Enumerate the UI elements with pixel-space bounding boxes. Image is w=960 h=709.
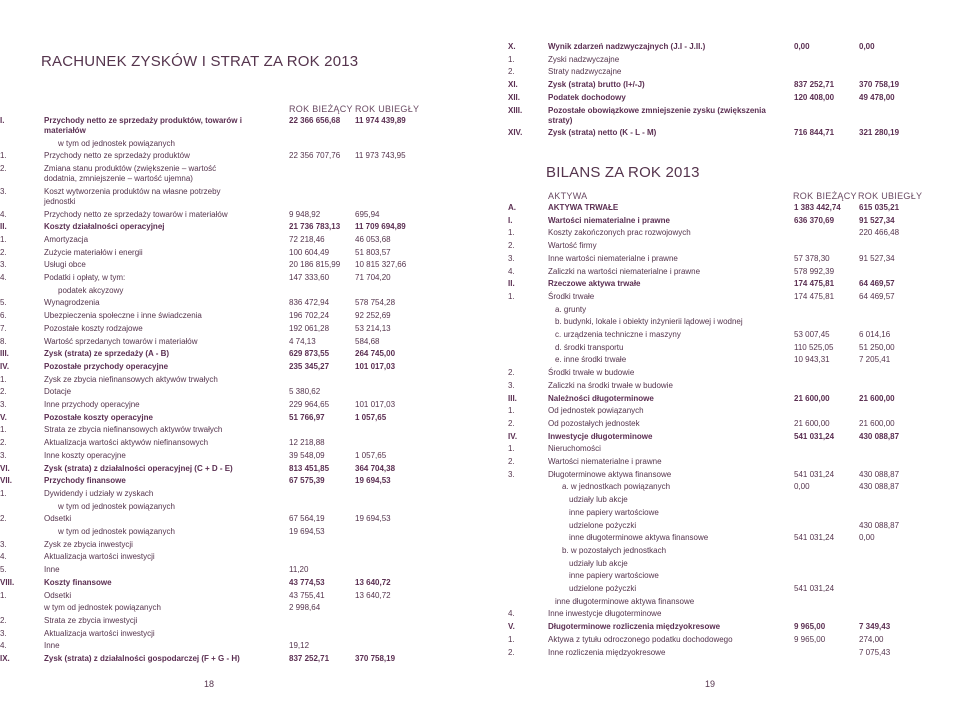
value-current-year: 100 604,49 <box>289 247 330 257</box>
row-label: b. w pozostałych jednostkach <box>562 545 667 555</box>
value-current-year: 541 031,24 <box>794 469 835 479</box>
value-current-year: 636 370,69 <box>794 215 835 225</box>
value-current-year: 196 702,24 <box>289 311 330 321</box>
row-label: Przychody netto ze sprzedaży produktów <box>44 151 190 161</box>
row-label: Zużycie materiałów i energii <box>44 247 143 257</box>
row-label: Koszt wytworzenia produktów na własne potrzeby jednostki <box>44 186 221 206</box>
value-current-year: 813 451,85 <box>289 463 330 473</box>
value-previous-year: 370 758,19 <box>859 80 900 90</box>
row-number: 3. <box>0 260 7 270</box>
row-label: Wartości niematerialne i prawne <box>548 457 662 466</box>
row-label: Strata ze zbycia inwestycji <box>44 615 138 625</box>
row-label: Inne inwestycje długoterminowe <box>548 609 662 619</box>
value-current-year: 4 74,13 <box>289 336 316 346</box>
value-previous-year: 7 349,43 <box>859 622 891 632</box>
column-header-previous-year: ROK UBIEGŁY <box>355 104 420 114</box>
value-current-year: 578 992,39 <box>794 266 835 276</box>
value-current-year: 541 031,24 <box>794 533 835 543</box>
value-previous-year: 578 754,28 <box>355 298 396 308</box>
value-current-year: 120 408,00 <box>794 92 835 102</box>
row-number: 1. <box>0 151 7 161</box>
row-label: Zmiana stanu produktów (zwiększenie – wartość dodatnia, zmniejszenie – wartość ujemna) <box>44 164 217 184</box>
row-number: II. <box>508 279 515 289</box>
value-previous-year: 92 252,69 <box>355 311 391 321</box>
column-header-assets: AKTYWA <box>548 191 588 201</box>
row-number: 1. <box>508 634 515 644</box>
row-label: Zysk ze zbycia niefinansowych aktywów trwałych <box>44 374 218 384</box>
value-current-year: 110 525,05 <box>794 342 834 352</box>
row-label: Dotacje <box>44 387 72 397</box>
balance-sheet-title: BILANS ZA ROK 2013 <box>546 164 700 181</box>
value-previous-year: 430 088,87 <box>859 469 900 479</box>
value-previous-year: 13 640,72 <box>355 577 391 587</box>
value-previous-year: 46 053,68 <box>355 234 391 244</box>
row-number: V. <box>0 412 7 422</box>
row-label: Od pozostałych jednostek <box>548 418 640 428</box>
row-number: 4. <box>0 273 7 282</box>
row-label: Koszty działalności operacyjnej <box>44 222 165 232</box>
row-label: udzielone pożyczki <box>569 520 637 530</box>
row-label: Pozostałe koszty rodzajowe <box>44 323 143 333</box>
value-current-year: 21 736 783,13 <box>289 222 341 232</box>
row-label: Zysk (strata) z działalności operacyjnej (C + D - E) <box>44 463 233 473</box>
row-label: Wynik zdarzeń nadzwyczajnych (J.I - J.II.) <box>548 42 706 51</box>
row-label: Pozostałe przychody operacyjne <box>44 361 169 371</box>
row-label: Aktualizacja wartości inwestycji <box>44 628 155 638</box>
row-label: inne papiery wartościowe <box>569 571 659 581</box>
column-header-current-year: ROK BIEŻĄCY <box>289 104 353 114</box>
value-current-year: 9 965,00 <box>794 622 826 632</box>
row-number: I. <box>0 116 5 125</box>
row-label: Pozostałe obowiązkowe zmniejszenie zysku (zwiększenia straty) <box>548 105 766 125</box>
row-label: Należności długoterminowe <box>548 393 654 403</box>
row-number: 2. <box>508 647 515 657</box>
row-label: w tym od jednostek powiązanych <box>44 603 161 613</box>
row-number: 2. <box>0 247 7 257</box>
value-previous-year: 264 745,00 <box>355 349 396 359</box>
value-previous-year: 51 250,00 <box>859 342 895 352</box>
row-number: 5. <box>0 565 7 575</box>
value-current-year: 20 186 815,99 <box>289 260 341 270</box>
row-label: w tym od jednostek powiązanych <box>58 527 175 536</box>
value-current-year: 21 600,00 <box>794 418 830 428</box>
row-label: Aktualizacja wartości aktywów niefinansowych <box>44 438 209 448</box>
row-label: Zysk ze zbycia inwestycji <box>44 539 133 549</box>
row-label: Od jednostek powiązanych <box>548 406 644 416</box>
row-number: V. <box>508 622 515 632</box>
value-previous-year: 49 478,00 <box>859 92 895 102</box>
row-number: 2. <box>0 514 7 524</box>
row-number: IV. <box>0 361 10 371</box>
value-previous-year: 7 205,41 <box>859 355 891 365</box>
row-label: Straty nadzwyczajne <box>548 67 622 77</box>
row-label: b. budynki, lokale i obiekty inżynierii lądowej i wodnej <box>555 317 743 327</box>
row-label: Nieruchomości <box>548 444 601 454</box>
value-previous-year: 0,00 <box>859 533 875 543</box>
value-current-year: 57 378,30 <box>794 253 830 263</box>
row-label: Inne <box>44 565 60 575</box>
row-number: XI. <box>508 80 518 90</box>
row-number: VI. <box>0 463 10 473</box>
row-label: Odsetki <box>44 590 72 600</box>
value-current-year: 2 998,64 <box>289 603 321 613</box>
row-label: Amortyzacja <box>44 234 89 244</box>
value-current-year: 235 345,27 <box>289 361 330 371</box>
value-previous-year: 21 600,00 <box>859 393 895 403</box>
value-current-year: 0,00 <box>794 42 810 51</box>
value-current-year: 716 844,71 <box>794 128 835 138</box>
row-label: w tym od jednostek powiązanych <box>58 138 175 148</box>
row-number: 1. <box>508 444 515 454</box>
row-number: 1. <box>0 374 7 384</box>
value-previous-year: 101 017,03 <box>355 400 396 409</box>
value-previous-year: 0,00 <box>859 42 875 51</box>
row-number: 2. <box>0 164 7 174</box>
row-label: Pozostałe koszty operacyjne <box>44 412 153 422</box>
row-number: 2. <box>508 418 515 428</box>
row-label: Zysk (strata) z działalności gospodarczej (F + G - H) <box>44 654 240 663</box>
value-current-year: 541 031,24 <box>794 584 835 593</box>
row-label: Koszty zakończonych prac rozwojowych <box>548 228 691 238</box>
value-previous-year: 19 694,53 <box>355 514 391 524</box>
row-number: 2. <box>508 241 515 251</box>
row-label: Przychody netto ze sprzedaży produktów, towarów i materiałów <box>44 116 242 135</box>
value-current-year: 21 600,00 <box>794 393 830 403</box>
row-label: AKTYWA TRWAŁE <box>548 203 619 212</box>
row-label: Zyski nadzwyczajne <box>548 54 620 64</box>
value-previous-year: 6 014,16 <box>859 330 891 339</box>
row-label: Długoterminowe rozliczenia międzyokresowe <box>548 622 721 632</box>
row-label: Wartość sprzedanych towarów i materiałów <box>44 336 198 346</box>
value-previous-year: 220 466,48 <box>859 228 900 238</box>
value-previous-year: 101 017,03 <box>355 361 396 371</box>
row-number: 4. <box>0 552 7 562</box>
row-number: 1. <box>0 590 7 600</box>
value-current-year: 67 575,39 <box>289 476 325 486</box>
value-previous-year: 321 280,19 <box>859 128 900 138</box>
column-header-current-year: ROK BIEŻĄCY <box>793 191 857 201</box>
value-previous-year: 10 815 327,66 <box>355 260 407 270</box>
row-label: c. urządzenia techniczne i maszyny <box>555 330 681 339</box>
row-label: a. grunty <box>555 304 587 314</box>
row-label: udziały lub akcje <box>569 495 628 505</box>
row-number: VIII. <box>0 577 15 587</box>
row-number: III. <box>0 349 9 359</box>
row-number: 3. <box>508 380 515 390</box>
row-number: 5. <box>0 298 7 308</box>
row-number: 3. <box>0 628 7 638</box>
row-label: Rzeczowe aktywa trwałe <box>548 279 641 289</box>
value-current-year: 837 252,71 <box>289 654 330 663</box>
row-label: Długoterminowe aktywa finansowe <box>548 469 672 479</box>
value-current-year: 174 475,81 <box>794 279 835 289</box>
row-number: 1. <box>508 228 515 238</box>
value-previous-year: 91 527,34 <box>859 253 895 263</box>
row-label: Inne przychody operacyjne <box>44 400 140 409</box>
row-label: Inne koszty operacyjne <box>44 450 126 460</box>
right-page <box>480 0 960 709</box>
row-label: Wynagrodzenia <box>44 298 100 308</box>
row-label: Podatki i opłaty, w tym: <box>44 273 126 282</box>
row-number: A. <box>508 203 516 212</box>
value-previous-year: 51 803,57 <box>355 247 391 257</box>
value-previous-year: 364 704,38 <box>355 463 396 473</box>
row-number: 1. <box>508 406 515 416</box>
row-label: Zysk (strata) ze sprzedaży (A - B) <box>44 349 170 359</box>
row-label: Inne rozliczenia międzyokresowe <box>548 647 666 657</box>
value-previous-year: 64 469,57 <box>859 279 895 289</box>
value-previous-year: 11 974 439,89 <box>355 116 406 125</box>
value-previous-year: 91 527,34 <box>859 215 895 225</box>
row-number: 6. <box>0 311 7 321</box>
value-previous-year: 430 088,87 <box>859 520 900 530</box>
column-header-previous-year: ROK UBIEGŁY <box>858 191 923 201</box>
value-current-year: 9 965,00 <box>794 634 826 644</box>
value-current-year: 43 755,41 <box>289 590 325 600</box>
row-label: Środki trwałe <box>548 291 595 301</box>
row-label: Zaliczki na środki trwałe w budowie <box>548 380 673 390</box>
value-previous-year: 64 469,57 <box>859 291 895 301</box>
row-number: 2. <box>508 368 515 378</box>
row-label: Strata ze zbycia niefinansowych aktywów trwałych <box>44 425 223 435</box>
row-number: XII. <box>508 92 521 102</box>
row-label: Inne wartości niematerialne i prawne <box>548 253 678 263</box>
value-previous-year: 1 057,65 <box>355 412 387 422</box>
row-label: e. inne środki trwałe <box>555 355 627 365</box>
row-label: Aktywa z tytułu odroczonego podatku dochodowego <box>548 634 733 644</box>
value-current-year: 12 218,88 <box>289 438 325 448</box>
value-current-year: 836 472,94 <box>289 298 330 308</box>
row-number: XIII. <box>508 105 523 115</box>
row-number: 2. <box>0 387 7 397</box>
value-current-year: 837 252,71 <box>794 80 835 90</box>
row-label: Inne <box>44 641 60 651</box>
row-label: Zysk (strata) netto (K - L - M) <box>548 128 657 138</box>
row-label: Zaliczki na wartości niematerialne i prawne <box>548 266 701 276</box>
value-previous-year: 7 075,43 <box>859 647 891 657</box>
row-number: II. <box>0 222 7 232</box>
value-current-year: 0,00 <box>794 482 810 492</box>
row-number: III. <box>508 393 517 403</box>
row-label: w tym od jednostek powiązanych <box>58 501 175 511</box>
row-number: 3. <box>0 539 7 549</box>
row-label: udzielone pożyczki <box>569 584 637 593</box>
row-number: 1. <box>508 54 515 64</box>
row-label: Ubezpieczenia społeczne i inne świadczenia <box>44 311 202 321</box>
row-number: 2. <box>508 67 515 77</box>
row-label: inne papiery wartościowe <box>569 507 659 517</box>
row-number: 3. <box>508 469 515 479</box>
row-number: 2. <box>0 615 7 625</box>
value-previous-year: 71 704,20 <box>355 273 391 282</box>
row-number: IX. <box>0 654 10 663</box>
row-number: X. <box>508 42 516 51</box>
row-label: inne długoterminowe aktywa finansowe <box>555 596 695 606</box>
row-number: 1. <box>0 488 7 498</box>
value-previous-year: 11 973 743,95 <box>355 151 406 161</box>
row-number: 2. <box>0 438 7 448</box>
row-number: 8. <box>0 336 7 346</box>
row-number: IV. <box>508 431 518 441</box>
row-number: 1. <box>0 234 7 244</box>
row-label: Aktualizacja wartości inwestycji <box>44 552 155 562</box>
value-current-year: 51 766,97 <box>289 412 325 422</box>
value-current-year: 19,12 <box>289 641 310 651</box>
row-label: a. w jednostkach powiązanych <box>562 482 671 492</box>
row-number: 3. <box>508 253 515 263</box>
row-number: XIV. <box>508 128 523 138</box>
row-number: I. <box>508 215 513 225</box>
row-number: 4. <box>508 266 515 276</box>
value-previous-year: 615 035,21 <box>859 203 900 212</box>
value-previous-year: 430 088,87 <box>859 482 900 492</box>
row-label: Wartość firmy <box>548 241 597 251</box>
value-previous-year: 13 640,72 <box>355 590 391 600</box>
row-number: 4. <box>508 609 515 619</box>
row-label: Podatek dochodowy <box>548 92 626 102</box>
value-previous-year: 584,68 <box>355 336 380 346</box>
value-current-year: 147 333,60 <box>289 273 330 282</box>
row-label: Przychody netto ze sprzedaży towarów i materiałów <box>44 209 228 219</box>
row-number: 1. <box>508 291 515 301</box>
row-label: Przychody finansowe <box>44 476 126 486</box>
value-previous-year: 53 214,13 <box>355 323 391 333</box>
value-current-year: 22 366 656,68 <box>289 116 341 125</box>
row-label: Usługi obce <box>44 260 86 270</box>
value-current-year: 5 380,62 <box>289 387 321 397</box>
value-previous-year: 19 694,53 <box>355 476 391 486</box>
value-current-year: 72 218,46 <box>289 234 325 244</box>
row-number: 2. <box>508 457 515 466</box>
value-previous-year: 695,94 <box>355 209 380 219</box>
row-number: 4. <box>0 641 7 651</box>
row-number: VII. <box>0 476 13 486</box>
page-number: 18 <box>204 679 215 689</box>
value-previous-year: 21 600,00 <box>859 418 895 428</box>
value-previous-year: 1 057,65 <box>355 450 387 460</box>
value-current-year: 11,20 <box>289 565 309 575</box>
value-previous-year: 430 088,87 <box>859 431 900 441</box>
value-current-year: 22 356 707,76 <box>289 151 341 161</box>
row-label: udziały lub akcje <box>569 558 628 568</box>
row-label: inne długoterminowe aktywa finansowe <box>569 533 709 543</box>
row-number: 4. <box>0 209 7 219</box>
value-current-year: 192 061,28 <box>289 323 330 333</box>
value-current-year: 10 943,31 <box>794 355 830 365</box>
value-previous-year: 11 709 694,89 <box>355 222 406 232</box>
row-label: Dywidendy i udziały w zyskach <box>44 488 154 498</box>
row-number: 1. <box>0 425 7 435</box>
income-statement-title: RACHUNEK ZYSKÓW I STRAT ZA ROK 2013 <box>41 53 359 70</box>
value-current-year: 39 548,09 <box>289 450 325 460</box>
value-previous-year: 370 758,19 <box>355 654 396 663</box>
value-current-year: 43 774,53 <box>289 577 325 587</box>
row-number: 3. <box>0 186 7 196</box>
value-current-year: 19 694,53 <box>289 527 325 536</box>
row-number: 3. <box>0 400 7 409</box>
row-label: Zysk (strata) brutto (I+/-J) <box>548 80 645 90</box>
row-label: Środki trwałe w budowie <box>548 368 635 378</box>
row-label: Odsetki <box>44 514 72 524</box>
value-current-year: 1 383 442,74 <box>794 203 841 212</box>
row-number: 7. <box>0 323 7 333</box>
value-current-year: 9 948,92 <box>289 209 321 219</box>
value-current-year: 53 007,45 <box>794 330 830 339</box>
row-label: d. środki transportu <box>555 342 624 352</box>
value-current-year: 67 564,19 <box>289 514 325 524</box>
row-number: 3. <box>0 450 7 460</box>
value-current-year: 229 964,65 <box>289 400 330 409</box>
value-current-year: 174 475,81 <box>794 291 835 301</box>
row-label: Koszty finansowe <box>44 577 112 587</box>
row-label: Wartości niematerialne i prawne <box>548 215 670 225</box>
row-label: Inwestycje długoterminowe <box>548 431 653 441</box>
value-previous-year: 274,00 <box>859 634 884 644</box>
page-number: 19 <box>705 679 716 689</box>
value-current-year: 541 031,24 <box>794 431 835 441</box>
row-label: podatek akcyzowy <box>58 285 124 295</box>
value-current-year: 629 873,55 <box>289 349 330 359</box>
